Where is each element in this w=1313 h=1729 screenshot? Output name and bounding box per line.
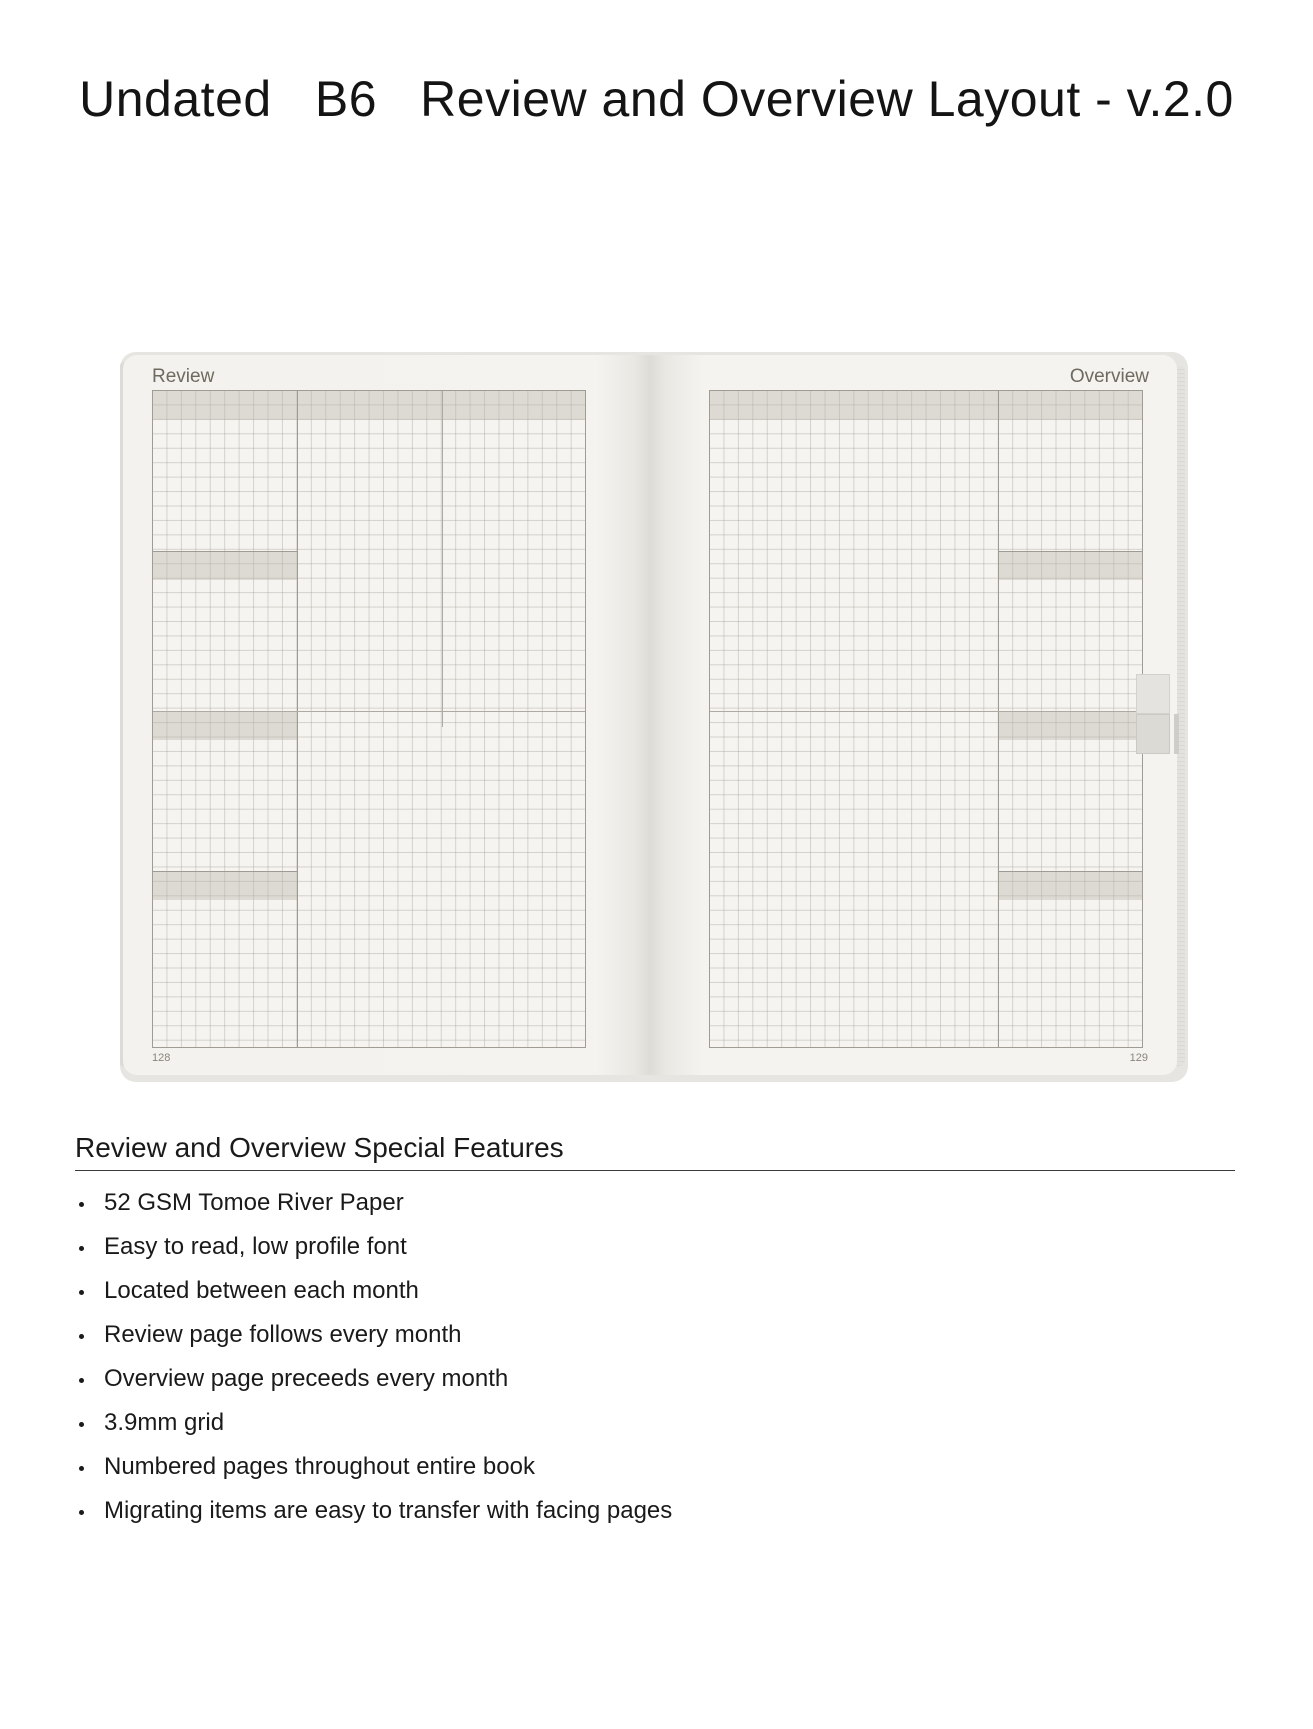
overview-section-divider xyxy=(998,871,1142,872)
review-header-band xyxy=(153,391,585,420)
overview-header-band xyxy=(710,391,1142,420)
left-page-number: 128 xyxy=(152,1052,171,1064)
features-list xyxy=(75,1181,1235,1533)
feature-item: 3.9mm grid xyxy=(75,1401,1235,1445)
review-section-divider xyxy=(153,871,297,872)
review-section-divider xyxy=(153,551,297,552)
overview-grid xyxy=(709,390,1143,1048)
review-section-divider xyxy=(153,711,585,712)
review-section-band xyxy=(153,551,297,580)
right-page-number: 129 xyxy=(1129,1052,1148,1064)
features-heading: Review and Overview Special Features xyxy=(75,1132,1235,1171)
overview-section-divider xyxy=(710,711,1142,712)
review-page-heading: Review xyxy=(152,366,215,387)
feature-item: Migrating items are easy to transfer with facing pages xyxy=(75,1489,1235,1533)
review-grid xyxy=(152,390,586,1048)
overview-column-divider xyxy=(998,391,999,1047)
index-tab xyxy=(1136,674,1170,714)
feature-item: Overview page preceeds every month xyxy=(75,1357,1235,1401)
overview-page xyxy=(650,355,1177,1075)
overview-section-band xyxy=(998,871,1142,900)
overview-section-band xyxy=(998,551,1142,580)
feature-item: Review page follows every month xyxy=(75,1313,1235,1357)
review-section-band xyxy=(153,871,297,900)
overview-section-divider xyxy=(998,551,1142,552)
review-page xyxy=(123,355,650,1075)
feature-item: Easy to read, low profile font xyxy=(75,1225,1235,1269)
index-tab-edge xyxy=(1174,714,1179,754)
index-tab-active xyxy=(1136,714,1170,754)
review-column-divider xyxy=(442,391,443,727)
features-section xyxy=(75,1132,1235,1533)
document-title: Undated B6 Review and Overview Layout - v.2.0 xyxy=(79,71,1234,127)
overview-section-band xyxy=(998,711,1142,740)
overview-page-heading: Overview xyxy=(1069,366,1149,387)
review-column-divider xyxy=(297,391,298,1047)
feature-item: Located between each month xyxy=(75,1269,1235,1313)
review-section-band xyxy=(153,711,297,740)
notebook-spread xyxy=(120,352,1190,1082)
feature-item: 52 GSM Tomoe River Paper xyxy=(75,1181,1235,1225)
feature-item: Numbered pages throughout entire book xyxy=(75,1445,1235,1489)
